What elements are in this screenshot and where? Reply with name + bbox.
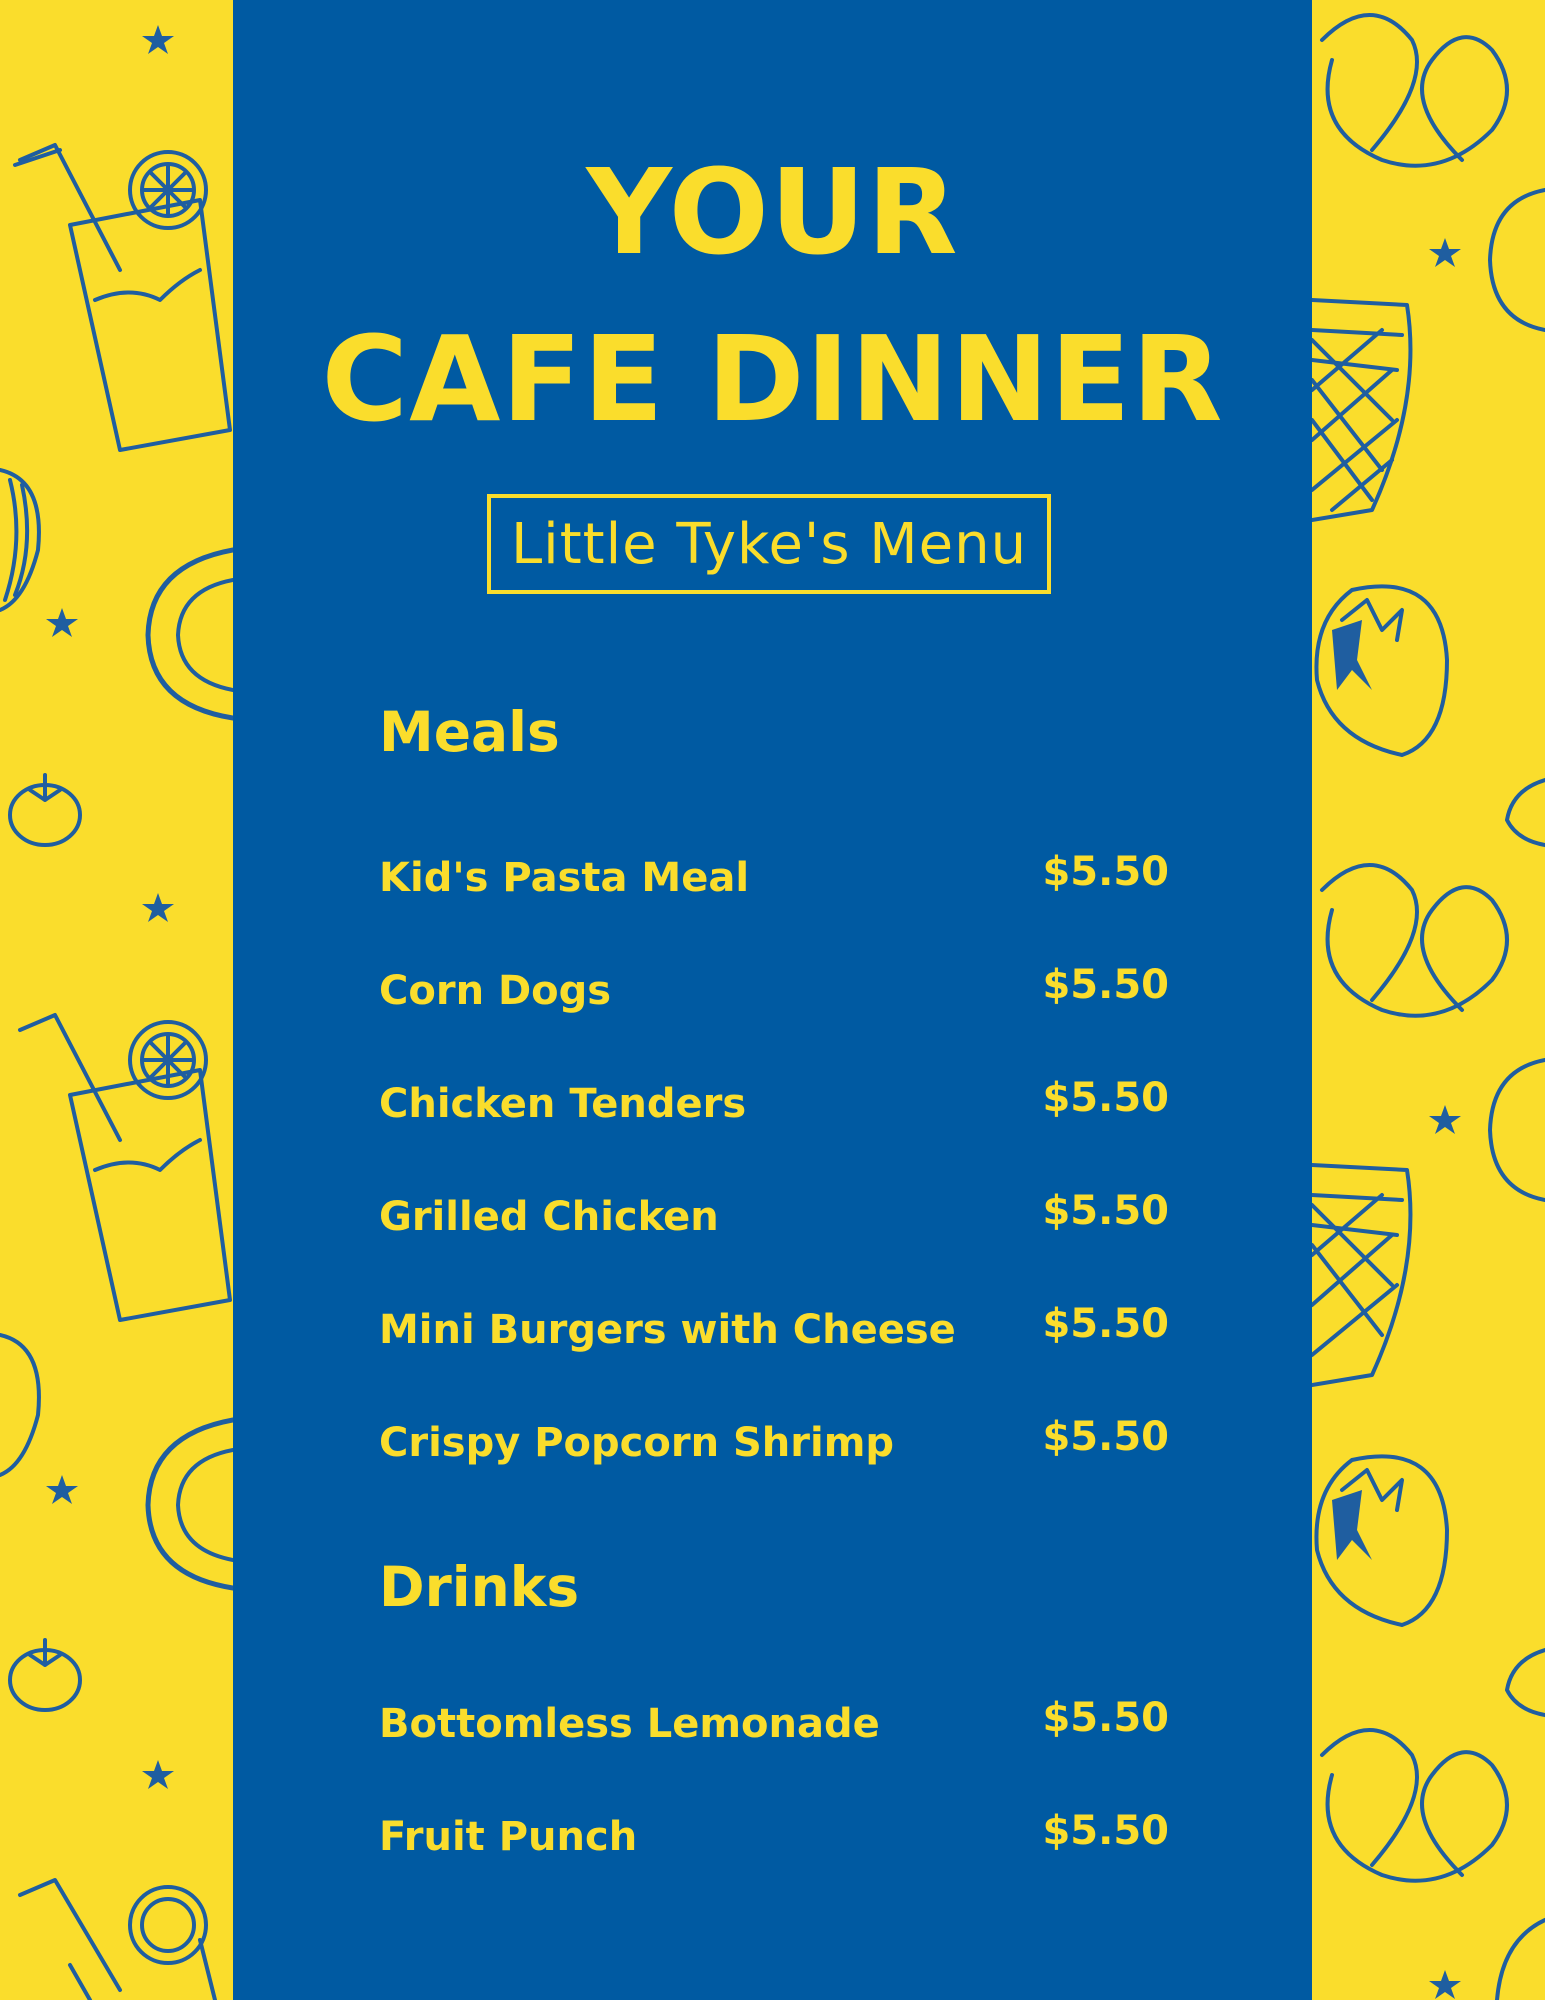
menu-item — [379, 961, 1169, 1021]
title-line-1: YOUR — [586, 143, 959, 281]
right-pattern-strip — [1312, 0, 1545, 2000]
section-title-drinks: Drinks — [379, 1555, 580, 1619]
item-name: Grilled Chicken — [379, 1194, 719, 1240]
lemonade-glass-icon — [15, 145, 230, 450]
menu-item — [379, 1074, 1169, 1134]
menu-item — [379, 848, 1169, 908]
subtitle-box — [487, 494, 1051, 594]
item-name: Fruit Punch — [379, 1814, 638, 1860]
item-price: $5.50 — [1042, 1414, 1169, 1460]
menu-item — [379, 1187, 1169, 1247]
star-icon — [46, 25, 174, 1789]
title-line-2: CAFE DINNER — [321, 310, 1224, 448]
section-title-meals: Meals — [379, 700, 560, 764]
food-pattern-right — [1312, 0, 1545, 2000]
item-price: $5.50 — [1042, 1075, 1169, 1121]
item-price: $5.50 — [1042, 1695, 1169, 1741]
item-name: Bottomless Lemonade — [379, 1701, 880, 1747]
lemon-slice-icon — [130, 152, 206, 228]
item-price: $5.50 — [1042, 1301, 1169, 1347]
item-name: Kid's Pasta Meal — [379, 855, 750, 901]
item-price: $5.50 — [1042, 962, 1169, 1008]
item-price: $5.50 — [1042, 1188, 1169, 1234]
tomato-icon — [10, 775, 80, 845]
item-name: Crispy Popcorn Shrimp — [379, 1420, 895, 1466]
menu-panel — [233, 0, 1312, 2000]
menu-item — [379, 1413, 1169, 1473]
basket-icon — [1312, 300, 1410, 520]
item-name: Corn Dogs — [379, 968, 612, 1014]
item-price: $5.50 — [1042, 849, 1169, 895]
item-name: Mini Burgers with Cheese — [379, 1307, 956, 1353]
pretzel-icon — [1322, 15, 1507, 166]
menu-item — [379, 1300, 1169, 1360]
left-pattern-strip — [0, 0, 233, 2000]
item-price: $5.50 — [1042, 1808, 1169, 1854]
menu-item — [379, 1694, 1169, 1754]
subtitle: Little Tyke's Menu — [510, 511, 1028, 577]
menu-item — [379, 1807, 1169, 1867]
food-pattern-left — [0, 0, 233, 2000]
item-name: Chicken Tenders — [379, 1081, 747, 1127]
